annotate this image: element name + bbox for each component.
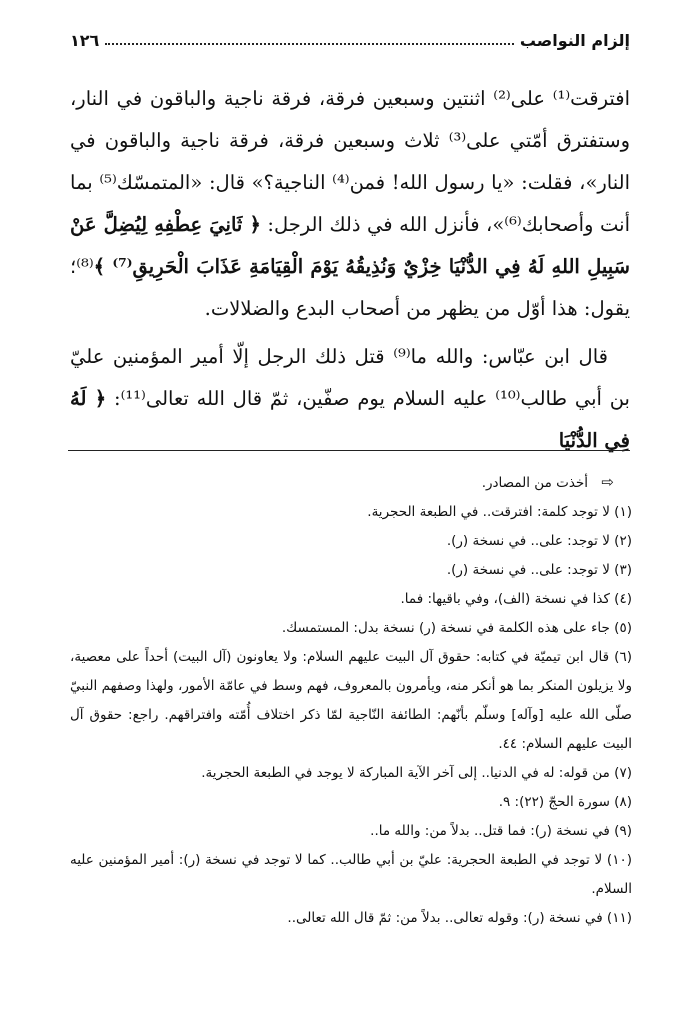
paragraph-1-text: افترقت⁽¹⁾ على⁽²⁾ اثنتين وسبعين فرقة، فرقة ناجية والباقون في النار، وستفترق أمّتي على⁽³⁾ ثلاث وسبعين فرقة، فرقة ناجية والباقون في النار»، فقلت: «يا رسول الله! فمن⁽⁴⁾ الناجية؟» قال: «المتمسّك⁽⁵⁾ بما أنت وأصحابك⁽⁶⁾»، فأنزل الله في ذلك الرجل:: [70, 87, 630, 236]
paragraph-1: [70, 78, 630, 330]
source-note: أخذت من المصادر.: [481, 475, 588, 491]
footnote-9: (٩) في نسخة (ر): فما قتل.. بدلاً من: والله ما..: [370, 823, 632, 839]
paragraph-1-ending: ⁽⁸⁾؛ يقول: هذا أوّل من يظهر من أصحاب البدع والضلالات.: [70, 255, 630, 320]
footnote-3: (٣) لا توجد: على.. في نسخة (ر).: [446, 562, 632, 578]
header-leader-dots: [105, 43, 514, 45]
quran-verse-2: ﴿ لَهُ فِي الدُّنْيَا: [70, 387, 630, 452]
main-text: [70, 78, 630, 462]
footnote-4: (٤) كذا في نسخة (الف)، وفي باقيها: فما.: [400, 591, 632, 607]
footnote-8: (٨) سورة الحجّ (٢٢): ٩.: [498, 794, 632, 810]
footnote-6: (٦) قال ابن تيميّة في كتابه: حقوق آل البيت عليهم السلام: ولا يعاونون (آل البيت) أحداً على معصية، ولا يزيلون المنكر بما هو أنكر منه، ويأمرون بالمعروف، فهم وسط في عامّة الأمور، ولهذا وصفهم النبيّ صلّى الله عليه [وآله] وسلّم بأنّهم: الطائفة النّاجية لمّا ذكر اختلاف أُمّته وافتراقهم. راجع: حقوق آل البيت عليهم السلام: ٤٤.: [70, 649, 632, 752]
running-header: [70, 24, 630, 50]
footnote-5: (٥) جاء على هذه الكلمة في نسخة (ر) نسخة بدل: المستمسك.: [281, 620, 632, 636]
footnote-2: (٢) لا توجد: على.. في نسخة (ر).: [446, 533, 632, 549]
footnote-source: [70, 468, 632, 498]
book-title: إلزام النواصب: [519, 31, 630, 50]
page-number: ١٢٦: [70, 31, 100, 50]
arrow-icon: ⇨: [601, 473, 614, 491]
footnote-1: (١) لا توجد كلمة: افترقت.. في الطبعة الحجرية.: [367, 504, 632, 520]
footnote-10: (١٠) لا توجد في الطبعة الحجرية: عليّ بن أبي طالب.. كما لا توجد في نسخة (ر): أمير المؤمنين عليه السلام.: [70, 852, 632, 897]
footnotes: [70, 468, 632, 933]
footnote-11: (١١) في نسخة (ر): وقوله تعالى.. بدلاً من: ثمّ قال الله تعالى..: [287, 910, 632, 926]
footnote-separator: [68, 450, 630, 451]
paragraph-2: [70, 336, 630, 462]
footnote-7: (٧) من قوله: له في الدنيا.. إلى آخر الآية المباركة لا يوجد في الطبعة الحجرية.: [201, 765, 632, 781]
paragraph-2-text: قال ابن عبّاس: والله ما⁽⁹⁾ قتل ذلك الرجل إلّا أمير المؤمنين عليّ بن أبي طالب⁽¹⁰⁾ عليه السلام يوم صفّين، ثمّ قال الله تعالى⁽¹¹⁾:: [70, 345, 630, 410]
quran-verse-1: ﴿ ثَانِيَ عِطْفِهِ لِيُضِلَّ عَنْ سَبِيلِ اللهِ لَهُ فِي الدُّنْيَا خِزْيٌ وَنُذِيقُهُ يَوْمَ الْقِيَامَةِ عَذَابَ الْحَرِيقِ⁽⁷⁾ ﴾: [70, 213, 630, 278]
